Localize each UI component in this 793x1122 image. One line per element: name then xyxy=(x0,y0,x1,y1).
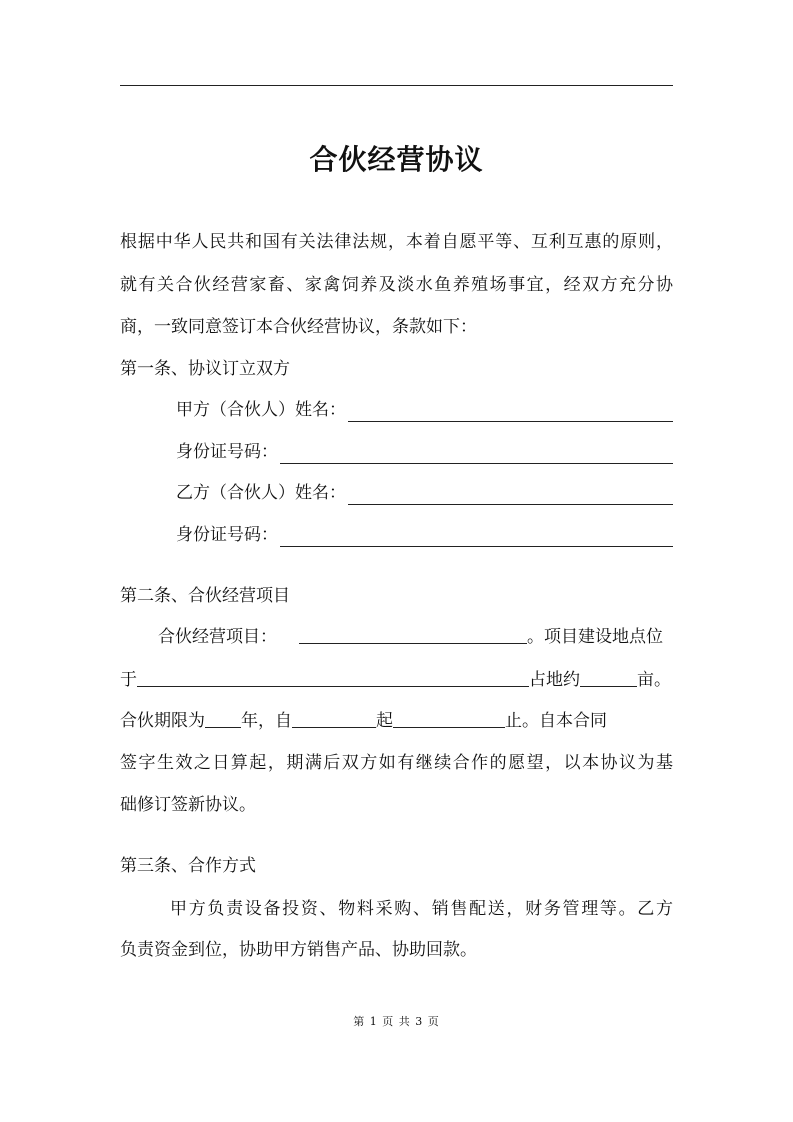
article2-line-2 xyxy=(120,668,671,692)
party-b-name-field[interactable] xyxy=(176,481,673,505)
article2-line-1 xyxy=(158,625,663,649)
article2-line-3 xyxy=(120,709,607,733)
start-date-blank[interactable] xyxy=(292,709,376,728)
at-label: 于 xyxy=(120,670,137,690)
party-a-id-field[interactable] xyxy=(176,440,673,464)
party-b-name-blank[interactable] xyxy=(348,486,673,505)
end-date-blank[interactable] xyxy=(393,709,505,728)
party-b-id-blank[interactable] xyxy=(280,528,673,547)
term-label: 合伙期限为 xyxy=(120,711,205,731)
project-blank[interactable] xyxy=(299,625,527,644)
article1-heading: 第一条、协议订立双方 xyxy=(120,359,290,379)
page-number-footer: 第 1 页 共 3 页 xyxy=(353,1015,440,1028)
party-b-id-label: 身份证号码： xyxy=(176,525,278,545)
location-blank[interactable] xyxy=(137,668,529,687)
article2-heading: 第二条、合伙经营项目 xyxy=(120,586,290,606)
area-label: 占地约 xyxy=(529,670,580,690)
party-a-id-label: 身份证号码： xyxy=(176,442,278,462)
header-rule xyxy=(120,85,673,86)
article3-line-2: 负责资金到位，协助甲方销售产品、协助回款。 xyxy=(120,940,477,960)
intro-line-3: 商，一致同意签订本合伙经营协议，条款如下： xyxy=(120,317,477,337)
document-title: 合伙经营协议 xyxy=(309,143,484,176)
party-a-name-blank[interactable] xyxy=(348,403,673,422)
project-label: 合伙经营项目： xyxy=(158,627,277,647)
party-b-name-label: 乙方（合伙人）姓名： xyxy=(176,483,346,503)
area-blank[interactable] xyxy=(580,668,637,687)
article2-line-5: 础修订签新协议。 xyxy=(120,795,256,815)
area-unit: 亩。 xyxy=(637,670,671,690)
location-label: 。项目建设地点位 xyxy=(527,627,663,647)
term-years-blank[interactable] xyxy=(205,709,241,728)
party-b-id-field[interactable] xyxy=(176,523,673,547)
article3-line-1: 甲方负责设备投资、物料采购、销售配送，财务管理等。乙方 xyxy=(170,899,673,919)
article2-line-4: 签字生效之日算起，期满后双方如有继续合作的愿望，以本协议为基 xyxy=(120,753,673,773)
party-a-name-field[interactable] xyxy=(176,398,673,422)
year-label: 年，自 xyxy=(241,711,292,731)
intro-line-1: 根据中华人民共和国有关法律法规，本着自愿平等、互利互惠的原则， xyxy=(120,232,673,252)
party-a-name-label: 甲方（合伙人）姓名： xyxy=(176,400,346,420)
article3-heading: 第三条、合作方式 xyxy=(120,856,256,876)
to-label: 止。自本合同 xyxy=(505,711,607,731)
party-a-id-blank[interactable] xyxy=(280,445,673,464)
from-label: 起 xyxy=(376,711,393,731)
intro-line-2: 就有关合伙经营家畜、家禽饲养及淡水鱼养殖场事宜，经双方充分协 xyxy=(120,275,673,295)
